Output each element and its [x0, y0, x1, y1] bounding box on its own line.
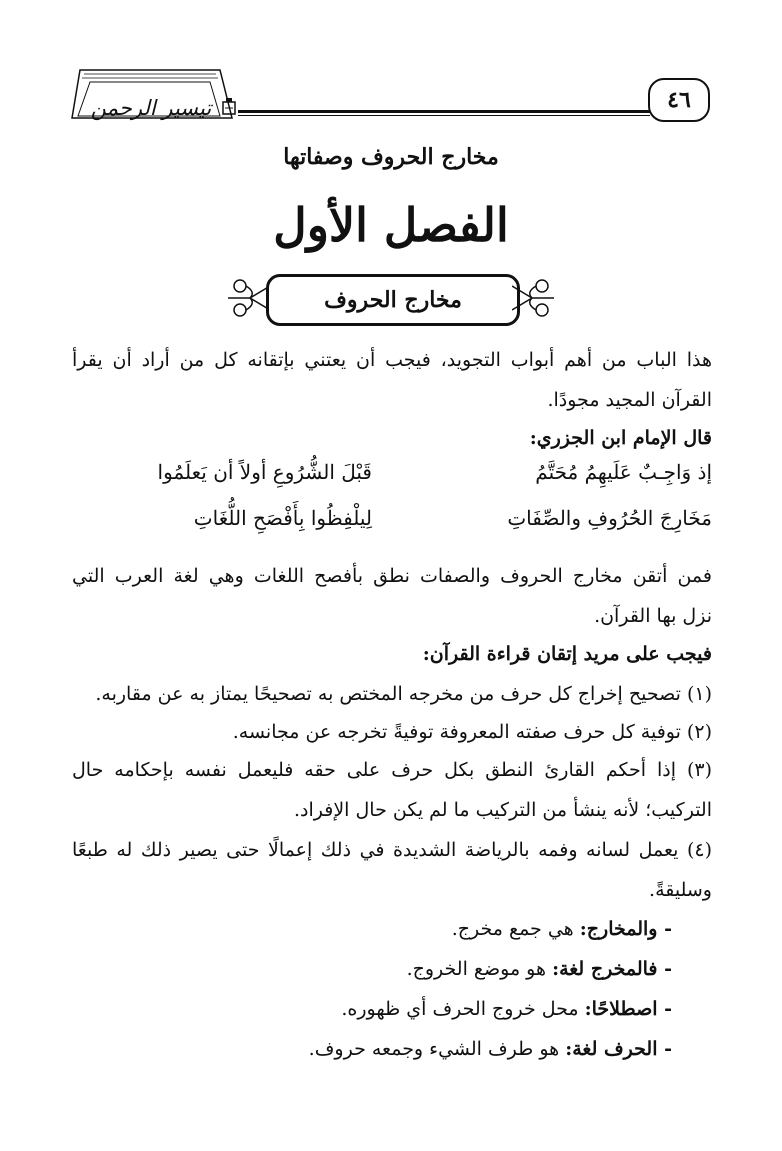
definition-item [72, 918, 672, 940]
requirement-item: وسليقةً. [649, 879, 712, 901]
paragraph-line: هذا الباب من أهم أبواب التجويد، فيجب أن يعتني بإتقانه كل من أراد أن يقرأ [72, 349, 712, 371]
section-heading-box [226, 270, 556, 328]
scroll-ornament-icon [226, 272, 270, 324]
requirement-item: (٤) يعمل لسانه وفمه بالرياضة الشديدة في ذلك إعمالًا حتى يصير ذلك له طبعًا [72, 839, 712, 861]
verse-hemistich: إذ وَاجِـبٌ عَلَيهِمُ مُحَتَّمُ [535, 460, 712, 484]
definition-item [72, 1038, 672, 1060]
paragraph-line: نزل بها القرآن. [594, 605, 712, 627]
section-title: الفصل الأول [273, 198, 509, 252]
requirement-item: (١) تصحيح إخراج كل حرف من مخرجه المختص به تصحيحًا يمتاز به عن مقاربه. [95, 683, 712, 705]
definition-text: محل خروج الحرف أي ظهوره. [341, 998, 579, 1020]
header-rule [238, 110, 650, 113]
header-rule-thin [238, 115, 650, 116]
definition-term: - والمخارج: [579, 918, 672, 940]
lamp-icon [220, 96, 238, 116]
box-title: مخارج الحروف [266, 274, 520, 326]
verse-hemistich: لِيلْفِظُوا بِأَفْصَحِ اللُّغَاتِ [193, 506, 372, 530]
definition-item [72, 958, 672, 980]
definition-text: هو موضع الخروج. [406, 958, 547, 980]
requirements-intro: فيجب على مريد إتقان قراءة القرآن: [422, 643, 712, 665]
definition-term: - فالمخرج لغة: [552, 958, 672, 980]
chapter-title: مخارج الحروف وصفاتها [283, 144, 499, 170]
paragraph-line: القرآن المجيد مجودًا. [547, 389, 712, 411]
definition-text: هو طرف الشيء وجمعه حروف. [308, 1038, 560, 1060]
definition-term: - اصطلاحًا: [584, 998, 672, 1020]
requirement-item: (٢) توفية كل حرف صفته المعروفة توفيةً تخرجه عن مجانسه. [232, 721, 712, 743]
page-number: ٤٦ [648, 78, 710, 122]
page-header [70, 62, 710, 122]
requirement-item: (٣) إذا أحكم القارئ النطق بكل حرف على حقه فليعمل نفسه بإحكامه حال [72, 759, 712, 781]
quote-intro: قال الإمام ابن الجزري: [529, 427, 712, 449]
definition-item [72, 998, 672, 1020]
paragraph-line: فمن أتقن مخارج الحروف والصفات نطق بأفصح اللغات وهي لغة العرب التي [72, 565, 712, 587]
requirement-item: التركيب؛ لأنه ينشأ من التركيب ما لم يكن حال الإفراد. [294, 799, 712, 821]
definition-text: هي جمع مخرج. [451, 918, 574, 940]
definition-term: - الحرف لغة: [565, 1038, 672, 1060]
book-title: تيسير الرحمن [90, 96, 212, 120]
scroll-ornament-icon [512, 272, 556, 324]
verse-hemistich: مَخَارِجَ الحُرُوفِ والصِّفَاتِ [507, 506, 712, 530]
verse-hemistich: قَبْلَ الشُّرُوعِ أولاً أن يَعلَمُوا [157, 460, 372, 484]
